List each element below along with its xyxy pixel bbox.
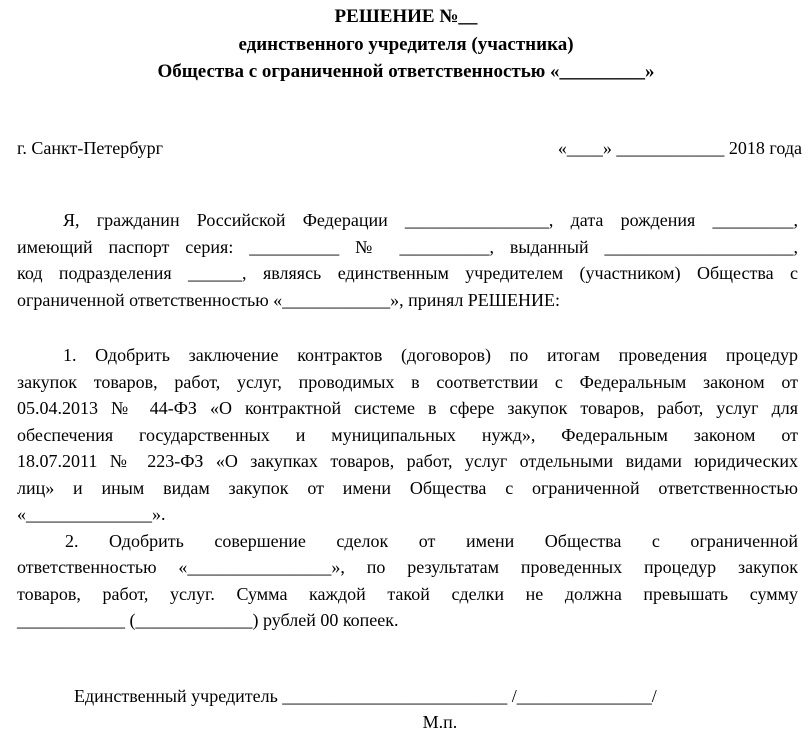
item-1-line: лиц» и иным видам закупок от имени Общества с ограниченной ответственностью: [17, 477, 798, 498]
item-1-line: «______________».: [17, 504, 166, 524]
item-1-line: 1. Одобрить заключение контрактов (договоров) по итогам проведения процедур: [63, 345, 798, 365]
item-2-line: ____________ (_____________) рублей 00 копеек.: [17, 610, 399, 630]
city: г. Санкт-Петербург: [17, 138, 164, 158]
intro-line: Я, гражданин Российской Федерации ________________, дата рождения _________,: [63, 210, 798, 230]
item-1-line: закупок товаров, работ, услуг, проводимых в соответствии с Федеральным законом от: [17, 371, 798, 392]
intro-line: код подразделения ______, являясь единственным учредителем (участником) Общества с: [17, 263, 798, 283]
item-2-line: товаров, работ, услуг. Сумма каждой такой сделки не должна превышать сумму: [17, 583, 798, 604]
intro-paragraph: [17, 207, 798, 313]
item-1-line: 18.07.2011 № 223-ФЗ «О закупках товаров, работ, услуг отдельными видами юридических: [17, 451, 798, 471]
decision-items: [17, 342, 798, 634]
document-date: «____» ____________ 2018 года: [557, 138, 802, 158]
item-1-line: 05.04.2013 № 44-ФЗ «О контрактной системе в сфере закупок товаров, работ, услуг для: [17, 398, 798, 418]
stamp-place: М.п.: [422, 712, 458, 732]
item-2-line: 2. Одобрить совершение сделок от имени Общества с ограниченной: [65, 530, 798, 551]
item-2-line: ответственностью «________________», по результатам проведенных процедур закупок: [17, 557, 798, 577]
company-title: Общества с ограниченной ответственностью «_________»: [157, 61, 655, 82]
decision-title: РЕШЕНИЕ №__: [334, 6, 478, 27]
intro-line: ограниченной ответственностью «____________», принял РЕШЕНИЕ:: [17, 289, 560, 310]
intro-line: имеющий паспорт серия: __________ № __________, выданный _____________________,: [17, 236, 798, 257]
signature-line: Единственный учредитель _________________________ /_______________/: [74, 686, 657, 706]
decision-subtitle: единственного учредителя (участника): [238, 34, 574, 55]
item-1-line: обеспечения государственных и муниципальных нужд», Федеральным законом от: [17, 424, 798, 445]
